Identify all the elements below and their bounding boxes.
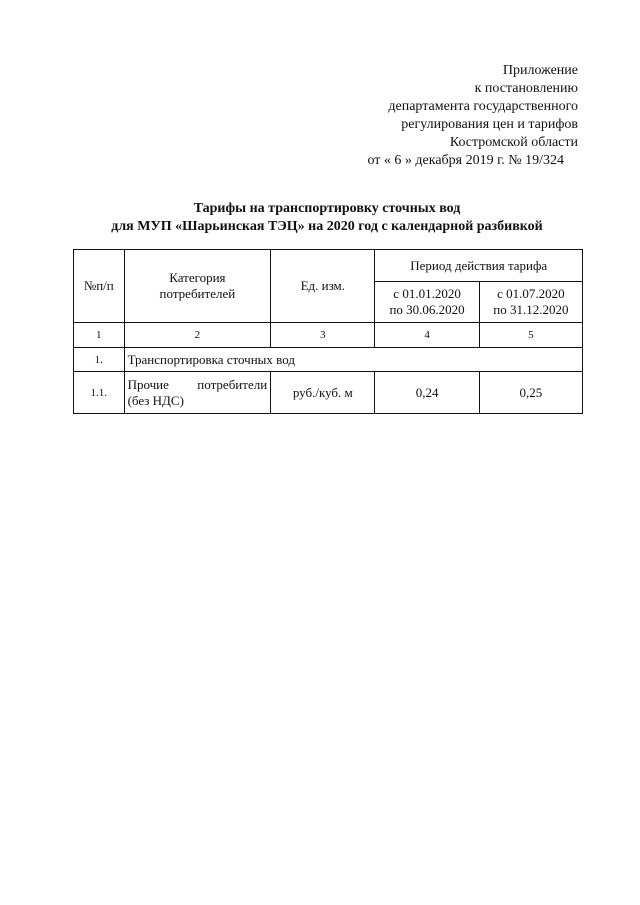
period-1-start: с 01.01.2020 [393,286,461,301]
section-label: Транспортировка сточных вод [124,348,582,372]
header-category-line: потребителей [159,286,236,301]
column-index: 5 [479,323,582,348]
row-value-period-1: 0,24 [375,372,479,414]
row-num: 1.1. [74,372,125,414]
row-category-line: (без НДС) [127,392,184,408]
period-2-end: по 31.12.2020 [493,302,569,317]
appendix-line: Приложение [502,63,578,78]
row-unit: руб./куб. м [271,372,375,414]
row-category-line [128,377,268,393]
column-index: 1 [74,323,125,348]
header-category-line: Категория [169,270,226,285]
header-num: №п/п [74,250,125,323]
row-value-period-2: 0,25 [479,372,582,414]
header-category [124,250,271,323]
row-category-word: потребители [197,376,268,392]
column-index-row [74,323,583,348]
period-2-start: с 01.07.2020 [497,286,565,301]
table-row [74,372,583,414]
title-line: Тарифы на транспортировку сточных вод [193,201,461,216]
row-category [124,372,271,414]
header-period: Период действия тарифа [375,250,583,282]
appendix-line: к постановлению [474,81,578,96]
document-title [70,200,584,236]
table-header-row [74,250,583,282]
appendix-line: Костромской области [449,135,578,150]
header-unit: Ед. изм. [271,250,375,323]
period-1-end: по 30.06.2020 [389,302,465,317]
header-period-2 [479,282,582,323]
appendix-line: регулирования цен и тарифов [401,117,578,132]
appendix-line: департамента государственного [388,99,578,114]
appendix-date-line: от « 6 » декабря 2019 г. № 19/324 [367,153,564,168]
column-index: 2 [124,323,271,348]
header-period-1 [375,282,479,323]
section-num: 1. [74,348,125,372]
appendix-header [367,62,578,170]
column-index: 4 [375,323,479,348]
title-line: для МУП «Шарьинская ТЭЦ» на 2020 год с календарной разбивкой [111,219,543,234]
row-category-word: Прочие [127,376,169,392]
section-row [74,348,583,372]
column-index: 3 [271,323,375,348]
tariff-table [73,249,583,414]
